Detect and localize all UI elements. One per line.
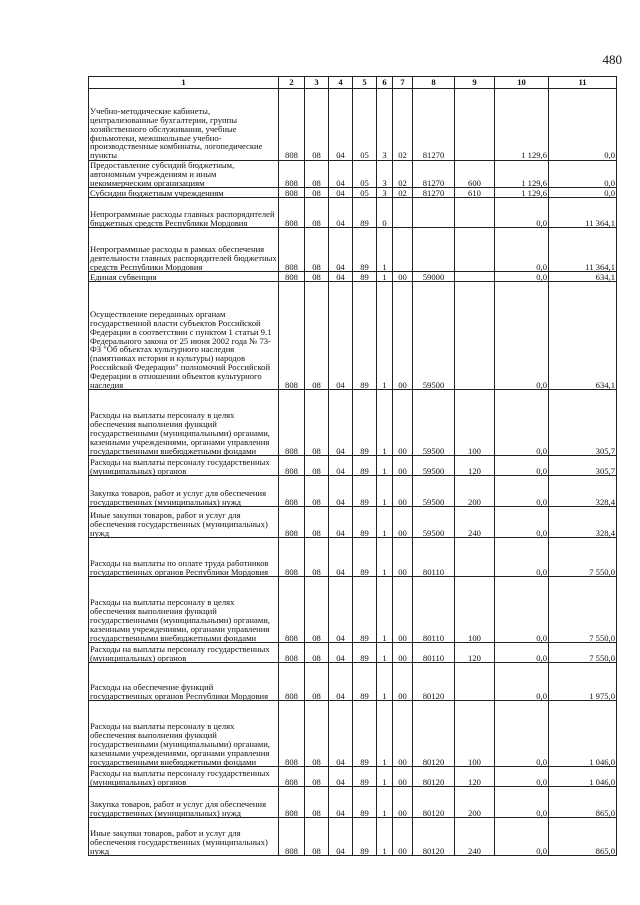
header-cell: 1 <box>89 77 279 89</box>
row-cell-c2: 808 <box>279 188 305 198</box>
row-cell-c3: 08 <box>305 663 329 701</box>
row-cell-c2: 808 <box>279 198 305 228</box>
table-row <box>89 643 617 663</box>
row-cell-c2: 808 <box>279 767 305 787</box>
row-cell-c10: 0,0 <box>495 538 549 577</box>
row-name: Предоставление субсидий бюджетным, автономным учреждениям и иным некоммерческим организациям <box>89 161 279 188</box>
header-cell: 8 <box>413 77 455 89</box>
row-cell-c10: 0,0 <box>495 456 549 476</box>
row-cell-c7: 00 <box>393 818 413 856</box>
row-cell-c7: 00 <box>393 663 413 701</box>
row-cell-c7: 00 <box>393 787 413 818</box>
table-row <box>89 767 617 787</box>
row-cell-c8: 80120 <box>413 663 455 701</box>
row-cell-c6: 1 <box>377 643 393 663</box>
row-cell-c2: 808 <box>279 282 305 390</box>
row-cell-c9: 100 <box>455 390 495 456</box>
row-cell-c5: 89 <box>353 476 377 507</box>
row-cell-c5: 05 <box>353 188 377 198</box>
page-number: 480 <box>602 52 622 67</box>
row-cell-c6: 3 <box>377 161 393 188</box>
row-cell-c10: 0,0 <box>495 198 549 228</box>
row-cell-c4: 04 <box>329 663 353 701</box>
row-name: Расходы на выплаты персоналу государственных (муниципальных) органов <box>89 456 279 476</box>
row-cell-c9: 240 <box>455 818 495 856</box>
row-name: Иные закупки товаров, работ и услуг для обеспечения государственных (муниципальных) нужд <box>89 507 279 538</box>
header-cell: 6 <box>377 77 393 89</box>
row-cell-c3: 08 <box>305 228 329 272</box>
header-cell: 10 <box>495 77 549 89</box>
row-cell-c2: 808 <box>279 643 305 663</box>
table-body <box>89 89 617 856</box>
row-cell-c10: 0,0 <box>495 282 549 390</box>
row-cell-c5: 89 <box>353 577 377 643</box>
table-row <box>89 161 617 188</box>
row-cell-c3: 08 <box>305 188 329 198</box>
row-cell-c5: 89 <box>353 643 377 663</box>
row-cell-c8: 81270 <box>413 188 455 198</box>
row-cell-c10: 0,0 <box>495 272 549 282</box>
row-cell-c9: 240 <box>455 507 495 538</box>
row-name: Субсидии бюджетным учреждениям <box>89 188 279 198</box>
row-cell-c11: 11 364,1 <box>549 228 617 272</box>
row-cell-c5: 89 <box>353 456 377 476</box>
row-cell-c10: 0,0 <box>495 390 549 456</box>
row-cell-c11: 0,0 <box>549 161 617 188</box>
row-name: Расходы на выплаты персоналу государственных (муниципальных) органов <box>89 643 279 663</box>
row-cell-c3: 08 <box>305 198 329 228</box>
row-cell-c2: 808 <box>279 161 305 188</box>
row-cell-c7: 00 <box>393 507 413 538</box>
row-cell-c3: 08 <box>305 818 329 856</box>
row-cell-c5: 05 <box>353 161 377 188</box>
row-cell-c10: 0,0 <box>495 701 549 767</box>
row-cell-c3: 08 <box>305 476 329 507</box>
row-name: Расходы на обеспечение функций государственных органов Республики Мордовия <box>89 663 279 701</box>
table-row <box>89 818 617 856</box>
table-header-row <box>89 77 617 89</box>
row-cell-c2: 808 <box>279 538 305 577</box>
table-row <box>89 787 617 818</box>
table-row <box>89 390 617 456</box>
row-cell-c3: 08 <box>305 272 329 282</box>
row-cell-c4: 04 <box>329 643 353 663</box>
row-cell-c11: 7 550,0 <box>549 577 617 643</box>
row-name: Расходы на выплаты персоналу в целях обеспечения выполнения функций государственными (муниципальными) органами, казенными учреждениями, органами управления государственными внебюджетными фондами <box>89 390 279 456</box>
row-cell-c2: 808 <box>279 818 305 856</box>
row-cell-c7: 00 <box>393 577 413 643</box>
row-cell-c4: 04 <box>329 507 353 538</box>
row-cell-c10: 0,0 <box>495 476 549 507</box>
row-cell-c11: 1 046,0 <box>549 701 617 767</box>
row-cell-c6: 1 <box>377 272 393 282</box>
row-cell-c3: 08 <box>305 767 329 787</box>
row-cell-c5: 89 <box>353 767 377 787</box>
row-name: Осуществление переданных органам государственной власти субъектов Российской Федерации в соответствии с пунктом 1 статьи 9.1 Федерального закона от 25 июня 2002 года № 73-ФЗ "Об объектах культурного наследия (памятниках истории и культуры) народов Российской Федерации" полномочий Российской Федерации в отношении объектов культурного наследия <box>89 282 279 390</box>
row-cell-c11: 305,7 <box>549 390 617 456</box>
row-cell-c3: 08 <box>305 787 329 818</box>
row-cell-c6: 1 <box>377 390 393 456</box>
header-cell: 9 <box>455 77 495 89</box>
row-cell-c5: 89 <box>353 787 377 818</box>
row-cell-c10: 0,0 <box>495 787 549 818</box>
row-cell-c11: 7 550,0 <box>549 643 617 663</box>
row-cell-c6: 1 <box>377 476 393 507</box>
row-cell-c7: 00 <box>393 767 413 787</box>
row-cell-c2: 808 <box>279 476 305 507</box>
row-cell-c7 <box>393 228 413 272</box>
row-cell-c5: 89 <box>353 390 377 456</box>
row-cell-c8: 80110 <box>413 577 455 643</box>
row-cell-c8: 59500 <box>413 507 455 538</box>
row-cell-c7: 02 <box>393 89 413 161</box>
row-cell-c8: 59000 <box>413 272 455 282</box>
row-cell-c4: 04 <box>329 188 353 198</box>
row-cell-c9 <box>455 538 495 577</box>
table-row <box>89 507 617 538</box>
row-cell-c8: 80120 <box>413 787 455 818</box>
row-cell-c3: 08 <box>305 507 329 538</box>
row-cell-c2: 808 <box>279 507 305 538</box>
row-cell-c4: 04 <box>329 390 353 456</box>
table-row <box>89 272 617 282</box>
row-cell-c7: 00 <box>393 538 413 577</box>
table-row <box>89 198 617 228</box>
row-cell-c4: 04 <box>329 161 353 188</box>
row-cell-c10: 0,0 <box>495 663 549 701</box>
row-cell-c11: 328,4 <box>549 476 617 507</box>
row-cell-c8: 81270 <box>413 89 455 161</box>
row-cell-c11: 1 046,0 <box>549 767 617 787</box>
row-cell-c2: 808 <box>279 390 305 456</box>
row-cell-c5: 89 <box>353 198 377 228</box>
row-cell-c2: 808 <box>279 456 305 476</box>
row-cell-c2: 808 <box>279 663 305 701</box>
row-cell-c4: 04 <box>329 538 353 577</box>
row-cell-c11: 7 550,0 <box>549 538 617 577</box>
row-cell-c10: 0,0 <box>495 228 549 272</box>
row-cell-c5: 89 <box>353 663 377 701</box>
row-cell-c3: 08 <box>305 89 329 161</box>
row-cell-c6: 3 <box>377 89 393 161</box>
row-cell-c4: 04 <box>329 818 353 856</box>
row-cell-c10: 0,0 <box>495 577 549 643</box>
row-cell-c5: 89 <box>353 272 377 282</box>
row-cell-c10: 0,0 <box>495 818 549 856</box>
row-cell-c5: 89 <box>353 818 377 856</box>
row-cell-c6: 1 <box>377 767 393 787</box>
row-name: Закупка товаров, работ и услуг для обеспечения государственных (муниципальных) нужд <box>89 787 279 818</box>
row-name: Расходы на выплаты персоналу государственных (муниципальных) органов <box>89 767 279 787</box>
row-cell-c8: 80120 <box>413 701 455 767</box>
header-cell: 5 <box>353 77 377 89</box>
row-cell-c3: 08 <box>305 701 329 767</box>
row-cell-c9 <box>455 228 495 272</box>
row-cell-c9 <box>455 89 495 161</box>
row-cell-c8: 80110 <box>413 643 455 663</box>
row-cell-c7: 00 <box>393 272 413 282</box>
row-cell-c4: 04 <box>329 456 353 476</box>
row-name: Расходы на выплаты персоналу в целях обеспечения выполнения функций государственными (муниципальными) органами, казенными учреждениями, органами управления государственными внебюджетными фондами <box>89 701 279 767</box>
row-cell-c5: 05 <box>353 89 377 161</box>
row-name: Расходы на выплаты по оплате труда работников государственных органов Республики Мордовия <box>89 538 279 577</box>
row-cell-c6: 1 <box>377 663 393 701</box>
row-cell-c9 <box>455 272 495 282</box>
row-cell-c7: 00 <box>393 390 413 456</box>
row-name: Закупка товаров, работ и услуг для обеспечения государственных (муниципальных) нужд <box>89 476 279 507</box>
header-cell: 7 <box>393 77 413 89</box>
table-row <box>89 282 617 390</box>
row-cell-c6: 1 <box>377 577 393 643</box>
row-cell-c8: 59500 <box>413 476 455 507</box>
row-cell-c6: 1 <box>377 282 393 390</box>
row-cell-c8 <box>413 198 455 228</box>
header-cell: 11 <box>549 77 617 89</box>
row-cell-c5: 89 <box>353 507 377 538</box>
row-cell-c3: 08 <box>305 577 329 643</box>
table-row <box>89 476 617 507</box>
row-cell-c3: 08 <box>305 456 329 476</box>
row-cell-c9 <box>455 198 495 228</box>
row-cell-c8: 80110 <box>413 538 455 577</box>
row-cell-c2: 808 <box>279 89 305 161</box>
table-row <box>89 538 617 577</box>
row-cell-c6: 1 <box>377 507 393 538</box>
row-cell-c10: 1 129,6 <box>495 89 549 161</box>
row-cell-c11: 865,0 <box>549 787 617 818</box>
row-cell-c7 <box>393 198 413 228</box>
row-name: Иные закупки товаров, работ и услуг для обеспечения государственных (муниципальных) нужд <box>89 818 279 856</box>
row-cell-c9: 100 <box>455 577 495 643</box>
row-cell-c7: 00 <box>393 643 413 663</box>
row-cell-c6: 1 <box>377 538 393 577</box>
row-cell-c6: 1 <box>377 818 393 856</box>
row-cell-c11: 1 975,0 <box>549 663 617 701</box>
table-row <box>89 577 617 643</box>
row-name: Непрограммные расходы в рамках обеспечения деятельности главных распорядителей бюджетных средств Республики Мордовия <box>89 228 279 272</box>
row-cell-c4: 04 <box>329 89 353 161</box>
row-cell-c4: 04 <box>329 767 353 787</box>
row-cell-c5: 89 <box>353 538 377 577</box>
row-cell-c11: 634,1 <box>549 272 617 282</box>
table-row <box>89 701 617 767</box>
row-cell-c9: 200 <box>455 476 495 507</box>
budget-table <box>88 76 617 856</box>
row-name: Непрограммные расходы главных распорядителей бюджетных средств Республики Мордовия <box>89 198 279 228</box>
row-cell-c9: 120 <box>455 456 495 476</box>
row-cell-c3: 08 <box>305 282 329 390</box>
row-cell-c8: 80120 <box>413 767 455 787</box>
row-cell-c8: 81270 <box>413 161 455 188</box>
row-cell-c11: 305,7 <box>549 456 617 476</box>
row-name: Единая субвенция <box>89 272 279 282</box>
row-cell-c9: 600 <box>455 161 495 188</box>
row-cell-c10: 0,0 <box>495 507 549 538</box>
row-cell-c5: 89 <box>353 282 377 390</box>
row-cell-c4: 04 <box>329 701 353 767</box>
row-cell-c7: 02 <box>393 188 413 198</box>
row-cell-c5: 89 <box>353 228 377 272</box>
row-cell-c3: 08 <box>305 390 329 456</box>
row-cell-c3: 08 <box>305 538 329 577</box>
row-cell-c4: 04 <box>329 228 353 272</box>
row-cell-c2: 808 <box>279 272 305 282</box>
row-cell-c10: 0,0 <box>495 643 549 663</box>
row-cell-c8: 59500 <box>413 456 455 476</box>
row-cell-c9: 120 <box>455 643 495 663</box>
row-cell-c8: 80120 <box>413 818 455 856</box>
row-cell-c11: 11 364,1 <box>549 198 617 228</box>
row-cell-c2: 808 <box>279 787 305 818</box>
row-cell-c11: 0,0 <box>549 89 617 161</box>
row-cell-c9: 100 <box>455 701 495 767</box>
header-cell: 2 <box>279 77 305 89</box>
table-row <box>89 89 617 161</box>
row-cell-c6: 1 <box>377 228 393 272</box>
row-cell-c2: 808 <box>279 577 305 643</box>
row-cell-c4: 04 <box>329 476 353 507</box>
row-cell-c10: 1 129,6 <box>495 161 549 188</box>
row-name: Учебно-методические кабинеты, централизованные бухгалтерии, группы хозяйственного обслуживания, учебные фильмотеки, межшкольные учебно-производственные комбинаты, логопедические пункты <box>89 89 279 161</box>
row-cell-c9 <box>455 663 495 701</box>
table-row <box>89 188 617 198</box>
row-cell-c8 <box>413 228 455 272</box>
row-cell-c9 <box>455 282 495 390</box>
row-cell-c6: 3 <box>377 188 393 198</box>
row-cell-c2: 808 <box>279 701 305 767</box>
row-cell-c6: 0 <box>377 198 393 228</box>
row-name: Расходы на выплаты персоналу в целях обеспечения выполнения функций государственными (муниципальными) органами, казенными учреждениями, органами управления государственными внебюджетными фондами <box>89 577 279 643</box>
row-cell-c8: 59500 <box>413 390 455 456</box>
row-cell-c2: 808 <box>279 228 305 272</box>
row-cell-c11: 0,0 <box>549 188 617 198</box>
row-cell-c9: 200 <box>455 787 495 818</box>
row-cell-c9: 610 <box>455 188 495 198</box>
table-row <box>89 228 617 272</box>
row-cell-c11: 865,0 <box>549 818 617 856</box>
row-cell-c9: 120 <box>455 767 495 787</box>
table-row <box>89 456 617 476</box>
header-cell: 4 <box>329 77 353 89</box>
row-cell-c7: 00 <box>393 476 413 507</box>
row-cell-c10: 1 129,6 <box>495 188 549 198</box>
row-cell-c11: 634,1 <box>549 282 617 390</box>
row-cell-c6: 1 <box>377 701 393 767</box>
row-cell-c8: 59500 <box>413 282 455 390</box>
row-cell-c7: 00 <box>393 456 413 476</box>
row-cell-c4: 04 <box>329 282 353 390</box>
row-cell-c4: 04 <box>329 787 353 818</box>
row-cell-c6: 1 <box>377 456 393 476</box>
row-cell-c3: 08 <box>305 643 329 663</box>
header-cell: 3 <box>305 77 329 89</box>
row-cell-c7: 02 <box>393 161 413 188</box>
row-cell-c4: 04 <box>329 272 353 282</box>
row-cell-c4: 04 <box>329 577 353 643</box>
row-cell-c10: 0,0 <box>495 767 549 787</box>
row-cell-c7: 00 <box>393 701 413 767</box>
row-cell-c5: 89 <box>353 701 377 767</box>
row-cell-c3: 08 <box>305 161 329 188</box>
row-cell-c7: 00 <box>393 282 413 390</box>
table-row <box>89 663 617 701</box>
row-cell-c4: 04 <box>329 198 353 228</box>
row-cell-c11: 328,4 <box>549 507 617 538</box>
row-cell-c6: 1 <box>377 787 393 818</box>
